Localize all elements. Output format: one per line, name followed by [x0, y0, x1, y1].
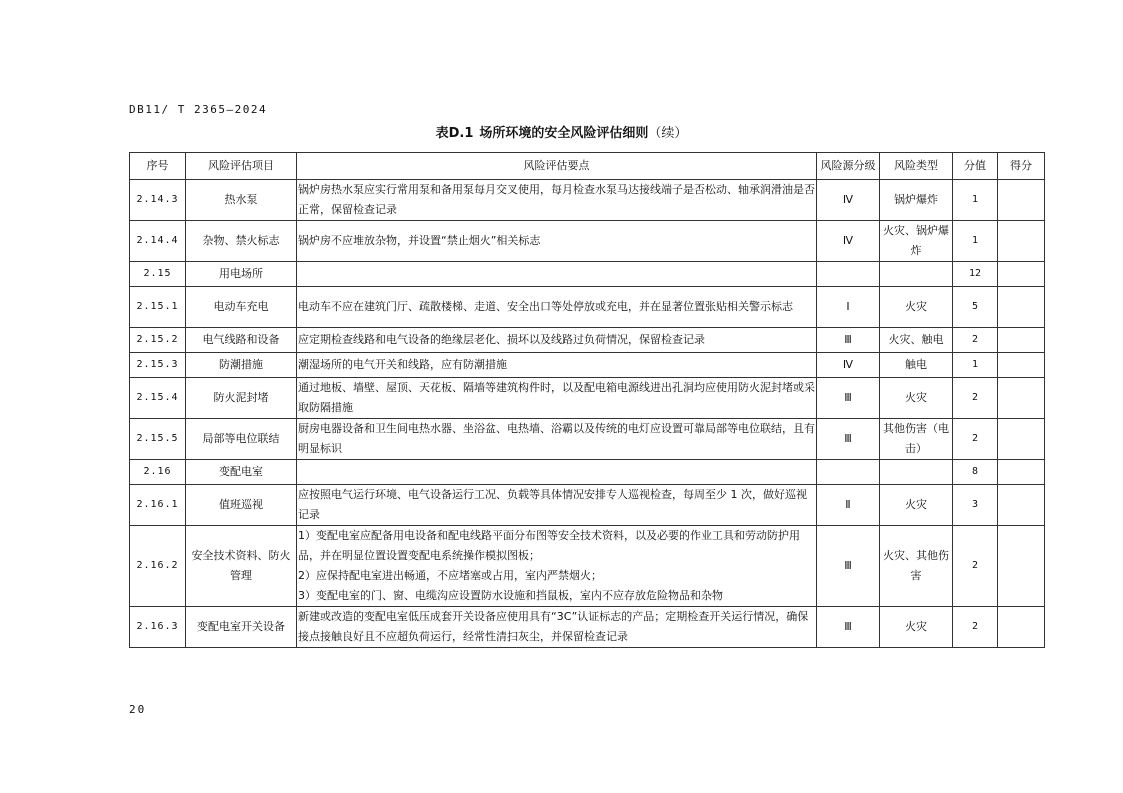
document-code: DB11/ T 2365—2024: [129, 103, 268, 116]
table-row: [130, 287, 1045, 328]
column-header-item: 风险评估项目: [186, 153, 297, 180]
table-row: [130, 485, 1045, 526]
table-row: [130, 607, 1045, 648]
table-row: [130, 460, 1045, 485]
row-type: [880, 460, 953, 485]
row-type: 触电: [880, 353, 953, 378]
row-score: 8: [953, 460, 998, 485]
row-score: 1: [953, 221, 998, 262]
table-row: [130, 180, 1045, 221]
row-score: 2: [953, 607, 998, 648]
point-line: 锅炉房热水泵应实行常用泵和备用泵每月交叉使用，每月检查水泵马达接线端子是否松动、轴承润滑油是否正常，保留检查记录: [298, 183, 815, 216]
table-row: [130, 419, 1045, 460]
row-score: 12: [953, 262, 998, 287]
table-row: [130, 221, 1045, 262]
table-title: [0, 122, 1123, 141]
row-number: 2.15.4: [130, 378, 186, 419]
row-level: Ⅳ: [817, 221, 880, 262]
table-header-row: [130, 153, 1045, 180]
row-type: 火灾: [880, 287, 953, 328]
column-header-points: 风险评估要点: [297, 153, 817, 180]
point-line: 应定期检查线路和电气设备的绝缘层老化、损坏以及线路过负荷情况，保留检查记录: [298, 333, 705, 346]
row-item: 用电场所: [186, 262, 297, 287]
row-type: 火灾: [880, 378, 953, 419]
point-line: 新建或改造的变配电室低压成套开关设备应使用具有“3C”认证标志的产品；定期检查开关运行情况，确保接点接触良好且不应超负荷运行，经常性清扫灰尘，并保留检查记录: [298, 610, 809, 643]
row-number: 2.15.2: [130, 328, 186, 353]
row-got: [998, 419, 1045, 460]
point-line: 厨房电器设备和卫生间电热水器、坐浴盆、电热墙、浴霸以及传统的电灯应设置可靠局部等电位联结，且有明显标识: [298, 422, 815, 455]
row-level: Ⅳ: [817, 353, 880, 378]
row-level: Ⅰ: [817, 287, 880, 328]
row-level: Ⅲ: [817, 328, 880, 353]
row-got: [998, 353, 1045, 378]
column-header-score: 分值: [953, 153, 998, 180]
row-got: [998, 262, 1045, 287]
row-number: 2.16.3: [130, 607, 186, 648]
row-points: [297, 221, 817, 262]
row-type: 火灾、触电: [880, 328, 953, 353]
row-got: [998, 180, 1045, 221]
row-level: Ⅳ: [817, 180, 880, 221]
row-level: [817, 262, 880, 287]
column-header-no: 序号: [130, 153, 186, 180]
column-header-type: 风险类型: [880, 153, 953, 180]
row-got: [998, 460, 1045, 485]
table-number: 表D.1: [435, 126, 474, 141]
row-points: [297, 287, 817, 328]
row-type: 火灾: [880, 607, 953, 648]
row-got: [998, 526, 1045, 607]
row-type: 火灾、锅炉爆炸: [880, 221, 953, 262]
table-row: [130, 353, 1045, 378]
point-line: 应按照电气运行环境、电气设备运行工况、负载等具体情况安排专人巡视检查，每周至少 1 次，做好巡视记录: [298, 488, 807, 521]
point-line: 电动车不应在建筑门厅、疏散楼梯、走道、安全出口等处停放或充电，并在显著位置张贴相关警示标志: [298, 300, 793, 313]
row-level: [817, 460, 880, 485]
row-points: [297, 419, 817, 460]
page-number: 20: [129, 703, 147, 716]
row-type: 火灾: [880, 485, 953, 526]
column-header-got: 得分: [998, 153, 1045, 180]
row-item: 值班巡视: [186, 485, 297, 526]
row-level: Ⅲ: [817, 419, 880, 460]
row-number: 2.16.1: [130, 485, 186, 526]
row-item: 电动车充电: [186, 287, 297, 328]
row-got: [998, 328, 1045, 353]
row-item: 局部等电位联结: [186, 419, 297, 460]
point-line: 3）变配电室的门、窗、电缆沟应设置防水设施和挡鼠板，室内不应存放危险物品和杂物: [298, 589, 723, 602]
row-item: 安全技术资料、防火管理: [186, 526, 297, 607]
point-line: 1）变配电室应配备用电设备和配电线路平面分布图等安全技术资料，以及必要的作业工具和劳动防护用品，并在明显位置设置变配电系统操作模拟图板；: [298, 529, 800, 562]
row-got: [998, 221, 1045, 262]
table-row: [130, 262, 1045, 287]
row-level: Ⅱ: [817, 485, 880, 526]
row-type: 锅炉爆炸: [880, 180, 953, 221]
point-line: 通过地板、墙壁、屋顶、天花板、隔墙等建筑构件时，以及配电箱电源线进出孔洞均应使用防火泥封堵或采取防隔措施: [298, 381, 815, 414]
row-item: 电气线路和设备: [186, 328, 297, 353]
row-got: [998, 485, 1045, 526]
risk-assessment-table: [129, 152, 1045, 648]
row-points: [297, 353, 817, 378]
row-got: [998, 378, 1045, 419]
row-points: [297, 378, 817, 419]
row-points: [297, 526, 817, 607]
row-score: 2: [953, 526, 998, 607]
row-level: Ⅲ: [817, 526, 880, 607]
point-line: 锅炉房不应堆放杂物，并设置“禁止烟火”相关标志: [298, 234, 541, 247]
row-score: 2: [953, 419, 998, 460]
row-points: [297, 460, 817, 485]
row-number: 2.15.1: [130, 287, 186, 328]
row-type: 火灾、其他伤害: [880, 526, 953, 607]
row-got: [998, 287, 1045, 328]
table-row: [130, 378, 1045, 419]
row-points: [297, 262, 817, 287]
table-name: 场所环境的安全风险评估细则: [479, 126, 649, 141]
table-row: [130, 526, 1045, 607]
point-line: 潮湿场所的电气开关和线路，应有防潮措施: [298, 358, 507, 371]
row-number: 2.16.2: [130, 526, 186, 607]
row-score: 1: [953, 353, 998, 378]
table-row: [130, 328, 1045, 353]
row-got: [998, 607, 1045, 648]
row-level: Ⅲ: [817, 378, 880, 419]
row-number: 2.14.3: [130, 180, 186, 221]
row-number: 2.15: [130, 262, 186, 287]
row-number: 2.16: [130, 460, 186, 485]
row-number: 2.15.5: [130, 419, 186, 460]
row-item: 变配电室: [186, 460, 297, 485]
row-type: [880, 262, 953, 287]
row-type: 其他伤害（电击）: [880, 419, 953, 460]
row-item: 杂物、禁火标志: [186, 221, 297, 262]
row-item: 热水泵: [186, 180, 297, 221]
row-score: 2: [953, 328, 998, 353]
row-score: 5: [953, 287, 998, 328]
row-number: 2.15.3: [130, 353, 186, 378]
table-title-suffix: （续）: [648, 126, 688, 141]
row-points: [297, 180, 817, 221]
point-line: 2）应保持配电室进出畅通，不应堵塞或占用，室内严禁烟火；: [298, 569, 602, 582]
row-item: 防潮措施: [186, 353, 297, 378]
row-score: 1: [953, 180, 998, 221]
row-score: 3: [953, 485, 998, 526]
row-points: [297, 485, 817, 526]
column-header-level: 风险源分级: [817, 153, 880, 180]
row-score: 2: [953, 378, 998, 419]
row-points: [297, 607, 817, 648]
row-item: 防火泥封堵: [186, 378, 297, 419]
row-points: [297, 328, 817, 353]
row-item: 变配电室开关设备: [186, 607, 297, 648]
row-number: 2.14.4: [130, 221, 186, 262]
row-level: Ⅲ: [817, 607, 880, 648]
